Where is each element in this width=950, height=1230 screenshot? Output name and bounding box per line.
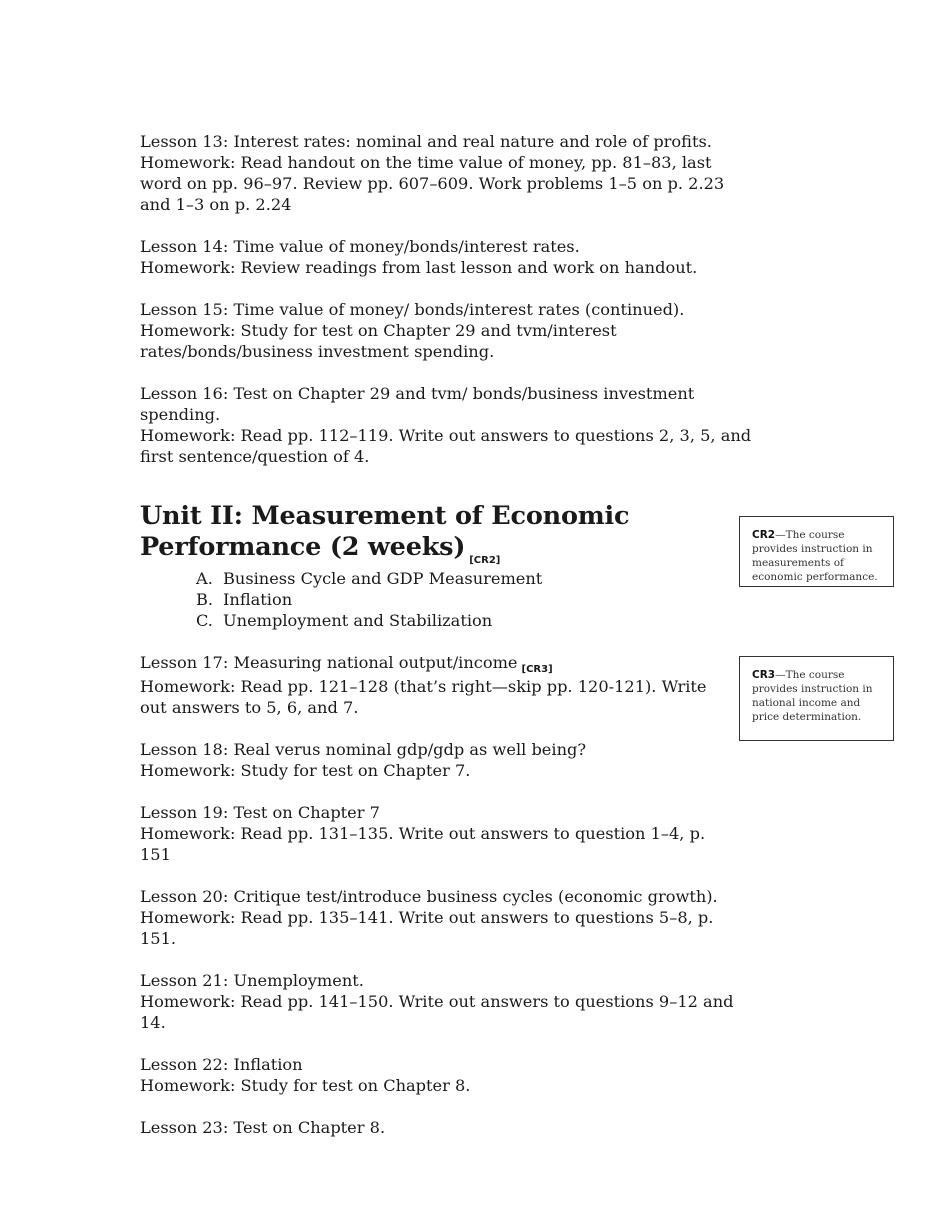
topic-text: Inflation [223, 590, 293, 609]
note-label: CR2 [752, 529, 776, 541]
lesson-homework: Homework: Read pp. 121–128 (that’s right—skip pp. 120-121). Write out answers to 5, 6, and 7. [140, 677, 707, 717]
lesson-homework: Homework: Study for test on Chapter 8. [140, 1076, 471, 1095]
lesson-title: Lesson 16: Test on Chapter 29 and tvm/ bonds/business investment spending. [140, 384, 695, 424]
topic-marker: C. [196, 611, 213, 630]
topic-marker: B. [196, 590, 214, 609]
lesson-14 [140, 236, 735, 278]
lesson-homework: Homework: Study for test on Chapter 7. [140, 761, 471, 780]
lesson-title: Lesson 13: Interest rates: nominal and real nature and role of profits. [140, 132, 712, 151]
topic-item [196, 589, 735, 610]
cr2-sidebar-note [739, 516, 894, 587]
lesson-homework: Homework: Review readings from last lesson and work on handout. [140, 258, 698, 277]
lesson-title: Lesson 21: Unemployment. [140, 971, 364, 990]
lesson-13 [140, 131, 755, 215]
lesson-title: Lesson 15: Time value of money/ bonds/interest rates (continued). [140, 300, 685, 319]
lesson-title: Lesson 17: Measuring national output/income $_{[CR3]}$ [140, 653, 553, 675]
syllabus-column [140, 131, 752, 1159]
lesson-homework: Homework: Read pp. 112–119. Write out answers to questions 2, 3, 5, and first sentence/question of 4. [140, 426, 752, 466]
lesson-homework: Homework: Study for test on Chapter 29 and tvm/interest rates/bonds/business investment spending. [140, 321, 617, 361]
topic-item [196, 568, 735, 589]
lesson-20 [140, 886, 735, 949]
topic-text: Business Cycle and GDP Measurement [223, 569, 543, 588]
lesson-title: Lesson 23: Test on Chapter 8. [140, 1118, 386, 1137]
lesson-homework: Homework: Read handout on the time value of money, pp. 81–83, last word on pp. 96–97. Review pp. 607–609. Work problems 1–5 on p. 2.23 and 1–3 on p. 2.24 [140, 153, 725, 214]
lesson-17 [140, 652, 735, 718]
unit-section [140, 501, 735, 631]
cr2-tag: [CR2] [469, 555, 501, 566]
lesson-19 [140, 802, 735, 865]
topic-item [196, 610, 735, 631]
note-text: —The course provides instruction in measurements of economic performance. [752, 529, 878, 583]
note-text: —The course provides instruction in national income and price determination. [752, 669, 873, 723]
unit-topics [196, 568, 735, 631]
cr3-sidebar-note [739, 656, 894, 741]
lesson-title: Lesson 19: Test on Chapter 7 [140, 803, 380, 822]
lesson-21 [140, 970, 735, 1033]
lesson-22 [140, 1054, 735, 1096]
lesson-homework: Homework: Read pp. 141–150. Write out answers to questions 9–12 and 14. [140, 992, 734, 1032]
lesson-23 [140, 1117, 735, 1138]
lesson-homework: Homework: Read pp. 135–141. Write out answers to questions 5–8, p. 151. [140, 908, 714, 948]
lessons-after [140, 739, 735, 1138]
topic-marker: A. [196, 569, 213, 588]
unit-title: Unit II: Measurement of Economic Performance (2 weeks) $_{[CR2]}$ [140, 501, 630, 566]
topic-text: Unemployment and Stabilization [223, 611, 493, 630]
lesson-title: Lesson 22: Inflation [140, 1055, 303, 1074]
lesson-16 [140, 383, 755, 467]
lesson-homework: Homework: Read pp. 131–135. Write out answers to question 1–4, p. 151 [140, 824, 706, 864]
lesson-18 [140, 739, 735, 781]
cr3-tag: [CR3] [521, 664, 553, 675]
lesson-title: Lesson 20: Critique test/introduce business cycles (economic growth). [140, 887, 718, 906]
lesson-15 [140, 299, 735, 362]
lessons-before [140, 131, 752, 467]
lesson-title: Lesson 14: Time value of money/bonds/interest rates. [140, 237, 580, 256]
lesson-title: Lesson 18: Real verus nominal gdp/gdp as well being? [140, 740, 587, 759]
note-label: CR3 [752, 669, 776, 681]
